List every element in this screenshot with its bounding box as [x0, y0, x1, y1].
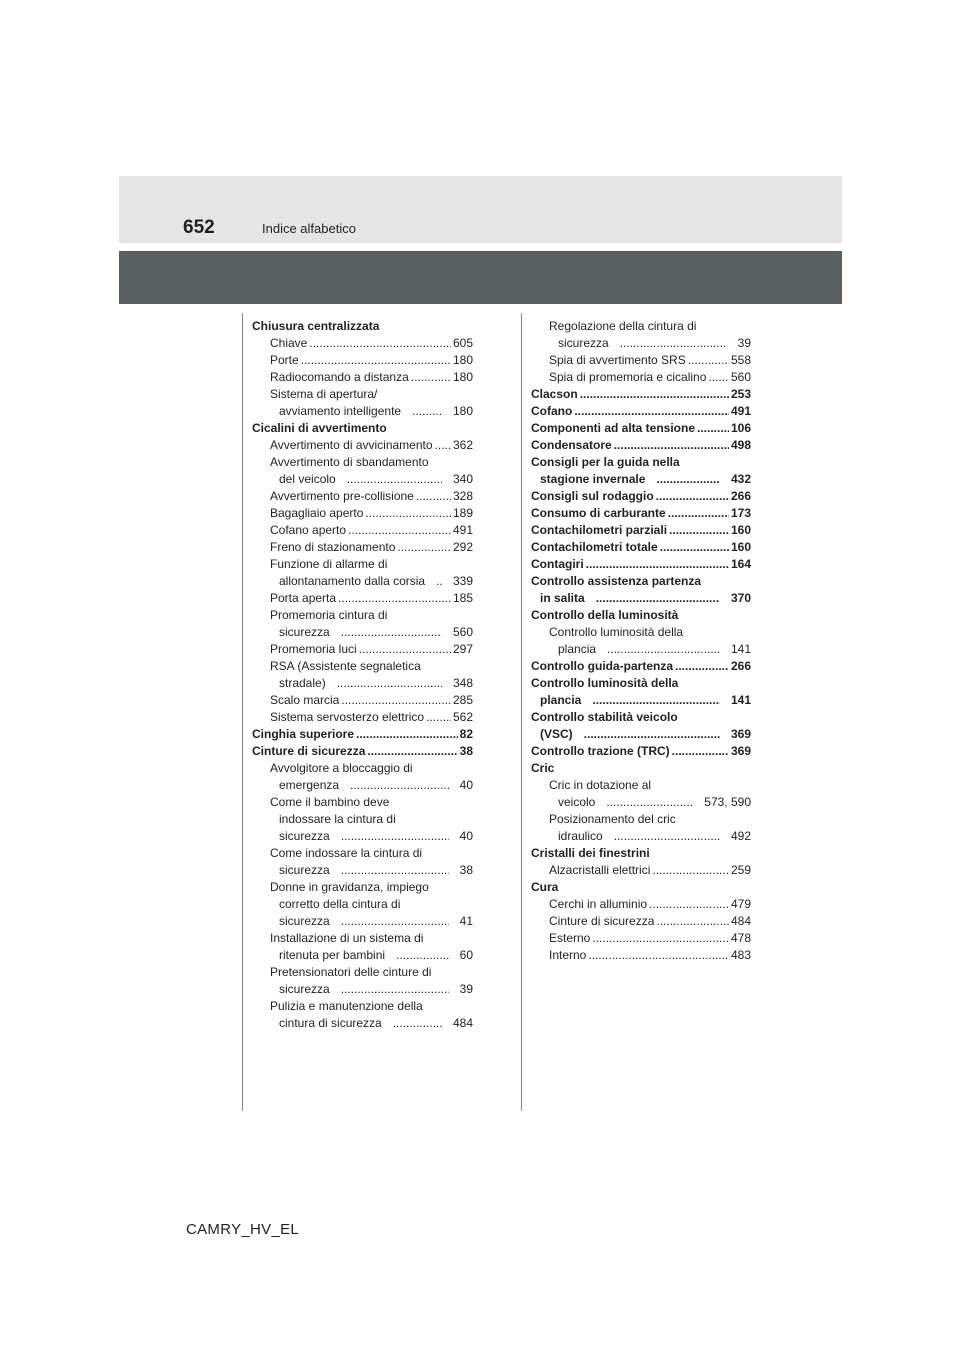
index-entry-text: Avvertimento pre-collisione: [270, 489, 414, 503]
index-entry-text: Promemoria luci: [270, 642, 357, 656]
dot-leader: [348, 522, 451, 539]
index-entry-text: Contachilometri totale: [531, 540, 658, 554]
dot-leader: [656, 913, 729, 930]
dot-leader: [708, 369, 729, 386]
dot-leader: [387, 947, 449, 964]
index-entry: [252, 352, 473, 369]
index-entry-text: Funzione di allarme di: [270, 557, 388, 571]
index-entry: [531, 420, 751, 437]
index-entry: [531, 658, 751, 675]
dot-leader: [328, 675, 442, 692]
index-entry: [252, 930, 473, 964]
index-entry-page: 573, 590: [704, 795, 751, 809]
index-entry-page: 253: [730, 387, 751, 401]
index-entry-text: Radiocomando a distanza: [270, 370, 409, 384]
index-entry-page: 160: [730, 523, 751, 537]
index-entry-page: 173: [730, 506, 751, 520]
index-entry-page: 348: [452, 676, 473, 690]
index-entry-text: Cinghia superiore: [252, 727, 355, 741]
index-entry-page: 38: [459, 744, 473, 758]
index-entry-text: in salita: [540, 591, 585, 605]
index-entry: [531, 573, 751, 607]
index-entry-page: 560: [730, 370, 751, 384]
right-column-rule: [521, 313, 522, 1111]
index-entry: [531, 352, 751, 369]
index-entry-text: corretto della cintura di: [279, 897, 401, 911]
index-entry-text: idraulico: [558, 829, 603, 843]
index-entry: [252, 420, 473, 437]
index-entry: [252, 726, 473, 743]
index-entry-page: 106: [730, 421, 751, 435]
dot-leader: [341, 777, 449, 794]
index-entry-page: 558: [730, 353, 751, 367]
index-entry: [531, 505, 751, 522]
index-entry-page: 38: [459, 863, 473, 877]
index-entry-text: Contachilometri parziali: [531, 523, 668, 537]
index-entry: [531, 709, 751, 743]
index-entry-text: Avvertimento di sbandamento: [270, 455, 429, 469]
index-entry: [531, 522, 751, 539]
index-entry: [252, 522, 473, 539]
index-entry: [252, 590, 473, 607]
index-entry-text: Cofano: [531, 404, 573, 418]
index-entry: [252, 335, 473, 352]
index-entry-text: Pretensionatori delle cinture di: [270, 965, 432, 979]
index-entry-page: 479: [730, 897, 751, 911]
index-entry-text: Condensatore: [531, 438, 612, 452]
index-entry-text: plancia: [540, 693, 582, 707]
index-entry: [531, 930, 751, 947]
index-entry-text: stradale): [279, 676, 326, 690]
index-entry-text: Cura: [531, 880, 559, 894]
index-entry-text: Porte: [270, 353, 299, 367]
dot-leader: [427, 573, 442, 590]
index-entry-text: sicurezza: [279, 863, 330, 877]
index-entry-page: 491: [452, 523, 473, 537]
index-entry-page: 266: [730, 489, 751, 503]
index-entry: [252, 845, 473, 879]
index-entry-text: Controllo assistenza partenza: [531, 574, 702, 588]
index-entry: [252, 794, 473, 845]
dot-leader: [656, 488, 729, 505]
index-entry: [252, 437, 473, 454]
index-entry: [531, 386, 751, 403]
index-entry: [531, 896, 751, 913]
index-entry-page: 266: [730, 659, 751, 673]
index-entry-page: 141: [730, 642, 751, 656]
index-entry-text: Controllo stabilità veicolo: [531, 710, 678, 724]
index-entry-text: ritenuta per bambini: [279, 948, 386, 962]
dot-leader: [403, 403, 442, 420]
dot-leader: [598, 641, 720, 658]
index-entry-text: Controllo luminosità della: [549, 625, 684, 639]
index-entry-text: Donne in gravidanza, impiego: [270, 880, 429, 894]
index-entry-text: Spia di promemoria e cicalino: [549, 370, 707, 384]
index-entry: [531, 624, 751, 658]
index-entry-text: emergenza: [279, 778, 340, 792]
dot-leader: [397, 539, 451, 556]
index-entry-text: Cinture di sicurezza: [252, 744, 366, 758]
dot-leader: [652, 862, 729, 879]
dot-leader: [669, 522, 729, 539]
dot-leader: [367, 743, 457, 760]
index-entry: [252, 692, 473, 709]
index-entry: [531, 488, 751, 505]
index-entry-page: 483: [730, 948, 751, 962]
index-entry-text: Cristalli dei finestrini: [531, 846, 650, 860]
index-entry-text: Installazione di un sistema di: [270, 931, 424, 945]
index-entry: [252, 505, 473, 522]
index-entry: [252, 998, 473, 1032]
dot-leader: [660, 539, 729, 556]
index-entry-text: sicurezza: [279, 914, 330, 928]
index-entry-text: Come il bambino deve: [270, 795, 390, 809]
index-entry: [252, 641, 473, 658]
index-entry-text: Clacson: [531, 387, 578, 401]
dot-leader: [426, 709, 451, 726]
index-entry-page: 82: [459, 727, 473, 741]
document-code: CAMRY_HV_EL: [186, 1221, 300, 1238]
header-band-light: [119, 176, 842, 243]
index-entry-text: Chiave: [270, 336, 308, 350]
index-entry-text: allontanamento dalla corsia: [279, 574, 426, 588]
index-entry-text: Cinture di sicurezza: [549, 914, 655, 928]
index-entry-text: avviamento intelligente: [279, 404, 402, 418]
index-entry-text: Componenti ad alta tensione: [531, 421, 696, 435]
index-entry: [252, 386, 473, 420]
index-entry-text: Porta aperta: [270, 591, 337, 605]
left-column-rule: [242, 313, 243, 1111]
index-entry-page: 180: [452, 404, 473, 418]
dot-leader: [587, 590, 720, 607]
index-entry-text: Come indossare la cintura di: [270, 846, 423, 860]
index-entry: [252, 318, 473, 335]
index-entry-text: indossare la cintura di: [279, 812, 396, 826]
index-entry-text: (VSC): [540, 727, 573, 741]
index-entry-page: 498: [730, 438, 751, 452]
index-entry-text: sicurezza: [279, 829, 330, 843]
index-entry: [531, 947, 751, 964]
dot-leader: [592, 930, 729, 947]
index-entry: [252, 743, 473, 760]
dot-leader: [586, 556, 729, 573]
index-entry-page: 292: [452, 540, 473, 554]
page-number: 652: [183, 217, 215, 238]
index-entry-text: Controllo luminosità della: [531, 676, 679, 690]
dot-leader: [332, 981, 449, 998]
index-entry-page: 328: [452, 489, 473, 503]
index-entry-text: cintura di sicurezza: [279, 1016, 382, 1030]
dot-leader: [384, 1015, 442, 1032]
dot-leader: [356, 726, 458, 743]
dot-leader: [597, 794, 693, 811]
dot-leader: [435, 437, 451, 454]
index-entry-text: Consigli sul rodaggio: [531, 489, 654, 503]
index-entry-page: 285: [452, 693, 473, 707]
dot-leader: [580, 386, 729, 403]
index-entry-page: 562: [452, 710, 473, 724]
index-entry: [252, 488, 473, 505]
dot-leader: [688, 352, 729, 369]
index-entry: [252, 964, 473, 998]
index-entry: [531, 862, 751, 879]
index-entry-text: Pulizia e manutenzione della: [270, 999, 423, 1013]
dot-leader: [332, 913, 449, 930]
index-entry-text: Sistema servosterzo elettrico: [270, 710, 425, 724]
dot-leader: [416, 488, 451, 505]
index-entry-text: Cofano aperto: [270, 523, 347, 537]
index-entry-text: Posizionamento del cric: [549, 812, 676, 826]
index-entry: [252, 760, 473, 794]
index-entry-page: 492: [730, 829, 751, 843]
index-entry: [252, 454, 473, 488]
index-entry-text: Consigli per la guida nella: [531, 455, 680, 469]
index-entry-page: 40: [459, 829, 473, 843]
dot-leader: [338, 471, 442, 488]
index-entry-page: 369: [730, 744, 751, 758]
dot-leader: [575, 726, 720, 743]
index-entry-page: 560: [452, 625, 473, 639]
index-entry-page: 478: [730, 931, 751, 945]
dot-leader: [647, 471, 720, 488]
dot-leader: [675, 658, 729, 675]
index-entry: [252, 607, 473, 641]
index-entry-text: Controllo trazione (TRC): [531, 744, 670, 758]
index-entry-page: 189: [452, 506, 473, 520]
dot-leader: [365, 505, 451, 522]
dot-leader: [411, 369, 451, 386]
index-entry-text: veicolo: [558, 795, 596, 809]
index-entry-page: 39: [737, 336, 751, 350]
index-entry-text: Chiusura centralizzata: [252, 319, 380, 333]
index-entry: [531, 675, 751, 709]
index-entry: [531, 811, 751, 845]
index-entry-page: 259: [730, 863, 751, 877]
index-entry-page: 339: [452, 574, 473, 588]
index-entry-text: plancia: [558, 642, 597, 656]
index-entry-text: Controllo della luminosità: [531, 608, 679, 622]
dot-leader: [611, 335, 727, 352]
index-entry-page: 362: [452, 438, 473, 452]
index-entry: [531, 437, 751, 454]
index-entry-text: Scalo marcia: [270, 693, 340, 707]
dot-leader: [309, 335, 451, 352]
index-entry-text: RSA (Assistente segnaletica: [270, 659, 421, 673]
index-entry-text: Freno di stazionamento: [270, 540, 396, 554]
dot-leader: [697, 420, 729, 437]
index-entry-page: 605: [452, 336, 473, 350]
dot-leader: [338, 590, 451, 607]
dot-leader: [341, 692, 451, 709]
index-entry-text: sicurezza: [279, 982, 330, 996]
dot-leader: [332, 862, 449, 879]
index-entry: [252, 879, 473, 930]
index-entry-text: Interno: [549, 948, 587, 962]
index-entry-page: 40: [459, 778, 473, 792]
index-entry-text: Cric: [531, 761, 555, 775]
index-entry-page: 141: [730, 693, 751, 707]
dot-leader: [332, 624, 442, 641]
index-entry-page: 370: [730, 591, 751, 605]
index-entry-text: Contagiri: [531, 557, 584, 571]
dot-leader: [332, 828, 449, 845]
index-entry-text: sicurezza: [279, 625, 330, 639]
index-entry-page: 432: [730, 472, 751, 486]
dot-leader: [574, 403, 729, 420]
index-column-left: [252, 318, 473, 1032]
index-entry: [531, 743, 751, 760]
index-entry: [531, 556, 751, 573]
index-entry-page: 185: [452, 591, 473, 605]
index-entry-page: 160: [730, 540, 751, 554]
dot-leader: [672, 743, 729, 760]
index-entry-page: 340: [452, 472, 473, 486]
index-entry-text: Cric in dotazione al: [549, 778, 652, 792]
index-entry-page: 180: [452, 353, 473, 367]
index-entry: [531, 539, 751, 556]
index-entry-text: sicurezza: [558, 336, 609, 350]
index-entry-text: Consumo di carburante: [531, 506, 666, 520]
dot-leader: [668, 505, 729, 522]
index-entry-text: Bagagliaio aperto: [270, 506, 364, 520]
index-entry: [531, 403, 751, 420]
index-entry-text: Regolazione della cintura di: [549, 319, 697, 333]
index-entry-page: 180: [452, 370, 473, 384]
index-entry-page: 369: [730, 727, 751, 741]
index-entry-page: 60: [459, 948, 473, 962]
dot-leader: [583, 692, 720, 709]
dot-leader: [588, 947, 729, 964]
index-entry-text: Cerchi in alluminio: [549, 897, 648, 911]
index-entry: [531, 845, 751, 862]
index-entry-text: Avvertimento di avvicinamento: [270, 438, 433, 452]
index-entry: [531, 607, 751, 624]
index-entry-text: del veicolo: [279, 472, 336, 486]
index-entry: [531, 369, 751, 386]
index-entry-page: 484: [730, 914, 751, 928]
index-entry: [531, 913, 751, 930]
index-entry: [531, 879, 751, 896]
index-entry-page: 39: [459, 982, 473, 996]
index-entry-text: Cicalini di avvertimento: [252, 421, 387, 435]
index-entry: [252, 369, 473, 386]
header-band-dark: [119, 251, 842, 304]
index-entry-text: Promemoria cintura di: [270, 608, 388, 622]
index-entry: [531, 777, 751, 811]
index-entry-text: Avvolgitore a bloccaggio di: [270, 761, 413, 775]
index-entry: [531, 760, 751, 777]
index-entry-page: 297: [452, 642, 473, 656]
index-entry: [252, 709, 473, 726]
index-entry: [252, 556, 473, 590]
index-column-right: [531, 318, 751, 964]
index-entry: [531, 454, 751, 488]
index-entry-text: Controllo guida-partenza: [531, 659, 673, 673]
index-entry: [252, 539, 473, 556]
index-entry: [252, 658, 473, 692]
index-entry-page: 41: [459, 914, 473, 928]
dot-leader: [359, 641, 451, 658]
dot-leader: [605, 828, 720, 845]
index-entry-text: stagione invernale: [540, 472, 646, 486]
index-entry-text: Sistema di apertura/: [270, 387, 378, 401]
index-entry: [531, 318, 751, 352]
index-entry-page: 164: [730, 557, 751, 571]
index-entry-page: 491: [730, 404, 751, 418]
index-entry-text: Esterno: [549, 931, 591, 945]
dot-leader: [649, 896, 729, 913]
index-entry-page: 484: [452, 1016, 473, 1030]
index-entry-text: Alzacristalli elettrici: [549, 863, 651, 877]
section-title: Indice alfabetico: [262, 221, 356, 236]
index-entry-text: Spia di avvertimento SRS: [549, 353, 686, 367]
dot-leader: [301, 352, 451, 369]
dot-leader: [614, 437, 729, 454]
